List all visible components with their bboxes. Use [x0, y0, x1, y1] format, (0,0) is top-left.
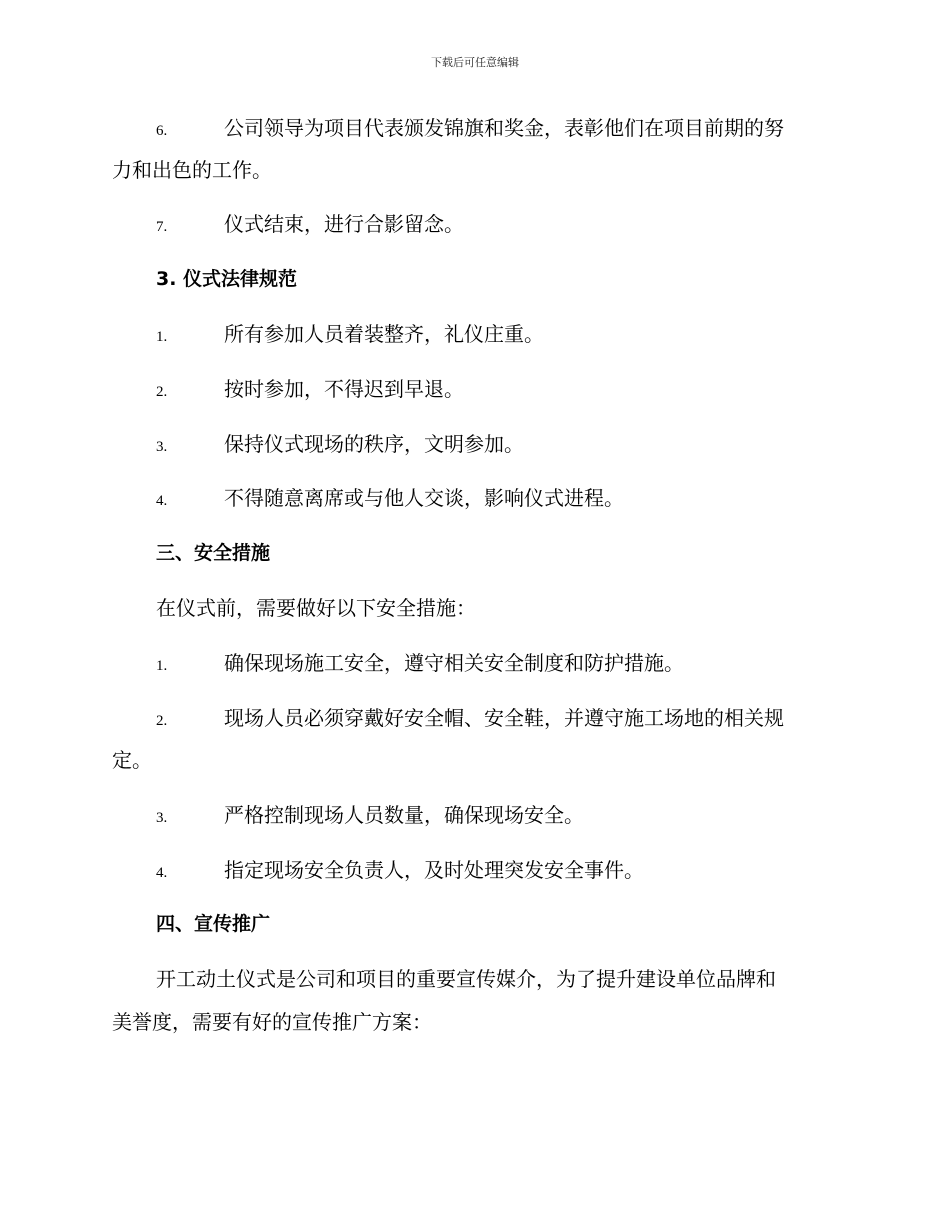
list-number: 1. [156, 329, 168, 345]
list-number: 2. [156, 713, 168, 729]
safety-intro: 在仪式前，需要做好以下安全措施： [156, 596, 476, 620]
list-item-text: 确保现场施工安全，遵守相关安全制度和防护措施。 [224, 651, 684, 675]
section-heading-promo: 四、宣传推广 [156, 913, 271, 935]
list-item-text: 公司领导为项目代表颁发锦旗和奖金，表彰他们在项目前期的努 [224, 116, 784, 140]
list-number: 4. [156, 865, 168, 881]
safety-item-2-continuation: 定。 [112, 748, 152, 772]
list-number: 6. [156, 123, 168, 139]
section-heading-safety: 三、安全措施 [156, 542, 271, 564]
list-item-text: 现场人员必须穿戴好安全帽、安全鞋，并遵守施工场地的相关规 [224, 706, 784, 730]
list-item-text: 保持仪式现场的秩序，文明参加。 [224, 432, 524, 456]
list-number: 3. [156, 439, 168, 455]
list-item-text: 仪式结束，进行合影留念。 [224, 212, 464, 236]
section-heading-law: 3. 仪式法律规范 [156, 268, 298, 290]
list-number: 1. [156, 658, 168, 674]
list-number: 3. [156, 810, 168, 826]
promo-paragraph-line1: 开工动土仪式是公司和项目的重要宣传媒介，为了提升建设单位品牌和 [156, 967, 776, 991]
list-number: 4. [156, 493, 168, 509]
list-item-text: 指定现场安全负责人，及时处理突发安全事件。 [224, 858, 644, 882]
list-number: 7. [156, 219, 168, 235]
list-item-text: 按时参加，不得迟到早退。 [224, 377, 464, 401]
promo-paragraph-line2: 美誉度，需要有好的宣传推广方案： [112, 1010, 432, 1034]
list-item-text: 不得随意离席或与他人交谈，影响仪式进程。 [224, 486, 624, 510]
list-item-6-continuation: 力和出色的工作。 [112, 158, 272, 182]
list-number: 2. [156, 384, 168, 400]
list-item-text: 所有参加人员着装整齐，礼仪庄重。 [224, 322, 544, 346]
page-header: 下载后可任意编辑 [431, 56, 519, 69]
list-item-text: 严格控制现场人员数量，确保现场安全。 [224, 803, 584, 827]
